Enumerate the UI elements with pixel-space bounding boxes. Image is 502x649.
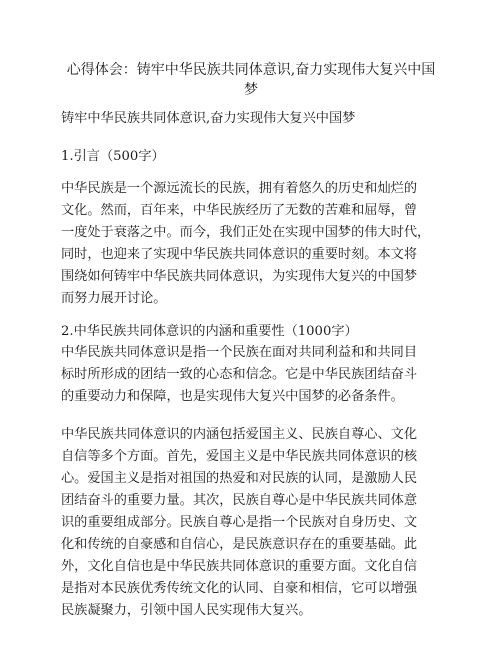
paragraph-1-line: 而努力展开讨论。 <box>61 291 167 306</box>
paragraph-3-line: 心。爱国主义是指对祖国的热爱和对民族的认同，是激励人民 <box>61 471 418 486</box>
paragraph-2-line: 中华民族共同体意识是指一个民族在面对共同利益和和共同目 <box>61 345 418 360</box>
paragraph-3-line: 团结奋斗的重要力量。其次，民族自尊心是中华民族共同体意 <box>61 493 418 508</box>
paragraph-1-line: 围绕如何铸牢中华民族共同体意识，为实现伟大复兴的中国梦 <box>61 269 418 284</box>
paragraph-1-line: 中华民族是一个源远流长的民族，拥有着悠久的历史和灿烂的 <box>61 181 418 196</box>
subtitle: 铸牢中华民族共同体意识,奋力实现伟大复兴中国梦 <box>61 111 356 126</box>
paragraph-2-line: 的重要动力和保障，也是实现伟大复兴中国梦的必备条件。 <box>61 389 404 404</box>
paragraph-3-line: 自信等多个方面。首先，爱国主义是中华民族共同体意识的核 <box>61 449 418 464</box>
paragraph-1-line: 同时，也迎来了实现中华民族共同体意识的重要时刻。本文将 <box>61 247 418 262</box>
paragraph-1-line: 一度处于衰落之中。而今，我们正处在实现中国梦的伟大时代， <box>61 225 431 240</box>
paragraph-3-line: 识的重要组成部分。民族自尊心是指一个民族对自身历史、文 <box>61 515 418 530</box>
section-1-heading: 1.引言（500字） <box>61 149 165 164</box>
title-line-1: 心得体会：铸牢中华民族共同体意识,奋力实现伟大复兴中国 <box>66 62 436 78</box>
title-line-2: 梦 <box>244 82 258 98</box>
paragraph-3-line: 外，文化自信也是中华民族共同体意识的重要方面。文化自信 <box>61 559 418 574</box>
paragraph-3-line: 化和传统的自豪感和自信心，是民族意识存在的重要基础。此 <box>61 537 418 552</box>
paragraph-3-line: 民族凝聚力，引领中国人民实现伟大复兴。 <box>61 603 312 618</box>
paragraph-3-line: 中华民族共同体意识的内涵包括爱国主义、民族自尊心、文化 <box>61 427 418 442</box>
paragraph-2-line: 标时所形成的团结一致的心态和信念。它是中华民族团结奋斗 <box>61 367 418 382</box>
paragraph-3-line: 是指对本民族优秀传统文化的认同、自豪和相信，它可以增强 <box>61 581 418 596</box>
document-title <box>60 60 442 100</box>
section-2-heading: 2.中华民族共同体意识的内涵和重要性（1000字） <box>61 324 358 339</box>
paragraph-1-line: 文化。然而，百年来，中华民族经历了无数的苦难和屈辱，曾 <box>61 203 418 218</box>
